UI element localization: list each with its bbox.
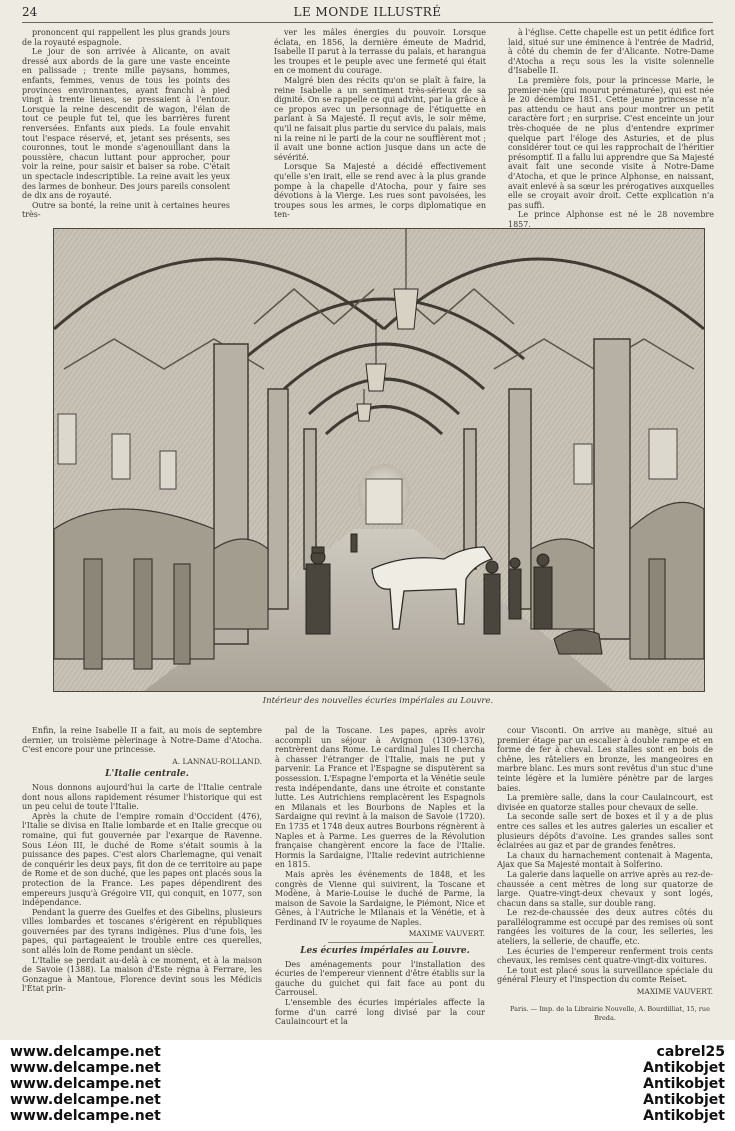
footer-seller-name: Antikobjet	[643, 1108, 725, 1124]
paragraph: La première salle, dans la cour Caulaincourt, est divisée en quatorze stalles pour chevaux de selle.	[497, 793, 713, 812]
paragraph: La galerie dans laquelle on arrive après au rez-de-chaussée a cent mètres de long sur quatorze de large. Quatre-vingt-deux chevaux y sont logés, chacun dans sa stalle, sur double rang.	[497, 869, 713, 908]
paragraph: Après la chute de l'empire romain d'Occident (476), l'Italie se divisa en Italie lombarde et en Italie grecque ou romaine, qui fut gouvernée par l'exarque de Ravenne. Sous Léon III, le duché de Rome s'était soumis à la puissance des papes. C'est alors Charlemagne, qui venait de conquérir les deux pays, fit don de ce territoire au pape de Rome et de son duché, que les papes ont placés sous la protection de la France. Les papes dépendirent des empereurs jusqu'à Grégoire VII, qui conquit, en 1077, son indépendance.	[22, 811, 262, 908]
top-column-2	[274, 28, 486, 218]
paragraph: pal de la Toscane. Les papes, après avoir accompli un séjour à Avignon (1309-1376), rentrèrent dans Rome. Le cardinal Jules II chercha à chasser l'étranger de l'Italie, mais ne put y parvenir. La France et l'Espagne se disputèrent sa possession. L'Espagne l'emporta et la Vénétie seule resta indépendante, dans une étroite et constante lutte. Les Autrichiens remplacèrent les Espagnols en Milanais et les Bourbons de Naples et la Sardaigne qui revint à la maison de Savoie (1720). En 1735 et 1748 deux autres Bourbons régnèrent à Naples et à Parme. Les guerres de la Révolution française changèrent encore la face de l'Italie. Hormis la Sardaigne, l'Italie redevint autrichienne en 1815.	[275, 726, 485, 870]
paragraph: Mais après les événements de 1848, et les congrès de Vienne qui suivirent, la Toscane et Modène, à Marie-Louise le duché de Parme, la maison de Savoie la Sardaigne, le Piémont, Nice et Gênes, à l'Autriche le Milanais et la Vénétie, et à Ferdinand IV le royaume de Naples.	[275, 869, 485, 927]
paragraph: Le jour de son arrivée à Alicante, on avait dressé aux abords de la gare une vaste enceinte en palissade ; trente mille paysans, hommes, enfants, femmes, venus de tous les points des provinces environnantes, ayant franchi à pied vingt à trente lieues, se pressaient à l'entour. Lorsque la reine descendit de wagon, l'élan de tout ce peuple fut tel, que les barrières furent renversées. Enfants aux pieds. La foule envahit tout l'espace réservé, et, jetant ses présents, ses couronnes, tout le monde s'agenouillant dans la poussière, chacun luttant pour approcher, pour voir la reine, pour saisir et baiser sa robe. C'était un spectacle indescriptible. La reine avait les yeux des larmes de bonheur. Des jours pareils consolent de dix ans de royauté.	[22, 47, 230, 201]
paragraph: Outre sa bonté, la reine unit à certaines heures très-	[22, 200, 230, 220]
paragraph: Enfin, la reine Isabelle II a fait, au mois de septembre dernier, un troisième pèlerinage à Notre-Dame d'Atocha. C'est encore pour une princesse.	[22, 726, 262, 755]
paragraph: La chaux du harnachement contenait à Magenta, Ajax que Sa Majesté montait à Solferino.	[497, 850, 713, 870]
footer-seller-name: cabrel25	[656, 1044, 725, 1060]
section-heading: L'Italie centrale.	[105, 769, 189, 780]
paragraph: à l'église. Cette chapelle est un petit édifice fort laid, situé sur une éminence à l'entrée de Madrid, à côté du chemin de fer d'Alicante. Notre-Dame d'Atocha a reçu sous les la visite solennelle d'Isabelle II.	[508, 28, 714, 76]
paragraph: Lorsque Sa Majesté a décidé effectivement qu'elle s'en irait, elle se rend avec à la plus grande pompe à la chapelle d'Atocha, pour y faire ses dévotions à la Vierge. Les rues sont pavoisées, les troupes sous les armes, le corps diplomatique en ten-	[274, 162, 486, 220]
signature: A. LANNAU-ROLLAND.	[172, 756, 262, 766]
paragraph: Le prince Alphonse est né le 28 novembre 1857.	[508, 210, 714, 229]
paragraph: L'Italie se perdait au-delà à ce moment, et à la maison de Savoie (1388). La maison d'Este régna à Ferrare, les Gonzague à Mantoue, Florence devint sous les Médicis l'État prin-	[22, 955, 262, 994]
divider	[328, 942, 433, 943]
footer-site-link[interactable]: www.delcampe.net	[10, 1060, 161, 1076]
paragraph: cour Visconti. On arrive au manège, situé au premier étage par un escalier à double rampe et en forme de fer à cheval. Les stalles sont en bois de chêne, les râteliers en bronze, les mangeoires en marbre blanc. Les murs sont revêtus d'un stuc d'une teinte légère et la lumière pénètre par de larges baies.	[497, 726, 713, 793]
illustration-caption: Intérieur des nouvelles écuries impériales au Louvre.	[262, 696, 494, 706]
journal-title: LE MONDE ILLUSTRÉ	[293, 5, 442, 19]
paragraph: La seconde salle sert de boxes et il y a de plus entre ces salles et les autres galeries un escalier et plusieurs dépôts d'avoine. Les grandes salles sont éclairées au gaz et par de grandes fenêtres.	[497, 812, 713, 851]
page-number: 24	[22, 5, 38, 19]
page-header	[22, 2, 713, 23]
bottom-column-2	[275, 726, 485, 1026]
signature: MAXIME VAUVERT.	[636, 987, 713, 997]
footer-left-links	[10, 1044, 161, 1124]
paragraph: prononcent qui rappellent les plus grands jours de la royauté espagnole.	[22, 28, 230, 47]
paragraph: L'ensemble des écuries impériales affecte la forme d'un carré long divisé par la cour Caulaincourt et la	[275, 998, 485, 1027]
bottom-column-3	[497, 726, 713, 1026]
footer-seller-name: Antikobjet	[643, 1060, 725, 1076]
paragraph: ver les mâles énergies du pouvoir. Lorsque éclata, en 1856, la dernière émeute de Madrid, Isabelle II parut à la terrasse du palais, et harangua les troupes et le peuple avec une fermeté qui était en ce moment du courage.	[274, 28, 486, 76]
footer-right-names	[643, 1044, 725, 1124]
watermark-footer	[0, 1040, 735, 1131]
printer-imprint: Paris. — Imp. de la Librairie Nouvelle, A. Bourdilliat, 15, rue Breda.	[510, 1004, 710, 1023]
paragraph: Pendant la guerre des Guelfes et des Gibelins, plusieurs villes lombardes et toscanes s'érigèrent en républiques gouvernées par des tyrans indigènes. Plus d'une fois, les papes, qui partageaient le trouble entre ces querelles, sont allés loin de Rome pendant un siècle.	[22, 907, 262, 956]
footer-site-link[interactable]: www.delcampe.net	[10, 1044, 161, 1060]
paragraph: Nous donnons aujourd'hui la carte de l'Italie centrale dont nous allons rapidement résumer l'historique qui est un peu celui de toute l'Italie.	[22, 782, 262, 812]
paragraph: Le tout est placé sous la surveillance spéciale du général Fleury et l'inspection du comte Reiset.	[497, 965, 713, 985]
paragraph: Les écuries de l'empereur renferment trois cents chevaux, les remises cent quatre-vingt-dix voitures.	[497, 946, 713, 966]
bottom-column-1	[22, 726, 262, 1026]
paragraph: La première fois, pour la princesse Marie, le premier-née (qui mourut prématurée), qui est née le 20 décembre 1851. Cette jeune princesse n'a pas attendu ce haut ans pour montrer un petit caractère fort ; en surprise. C'est enceinte un jour très-choquée de ne plus d'entendre exprimer quelque part l'éloge des Asturies, et de plus considérer tout ce qui les rapprochait de l'héritier présomptif. Il a fallu lui apprendre que Sa Majesté avait fait une seconde visite à Notre-Dame d'Atocha, et que le prince Alphonse, en naissant, avait enlevé à sa sœur les prérogatives auxquelles elle se croyait avoir droit. Cette explication n'a pas suffi.	[508, 75, 714, 210]
stables-engraving	[53, 228, 705, 692]
paragraph: Malgré bien des récits qu'on se plaît à faire, la reine Isabelle a un sentiment très-sérieux de sa dignité. On se rappelle ce qui advint, par la grâce à ce propos avec un personnage de l'étiquette en parlant à Sa Majesté. Il reçut avis, le soir même, qu'il ne faisait plus partie du service du palais, mais ni la reine ni le parti de la cour ne soufflèrent mot ; il avait une bonne action jusque dans un acte de sévérité.	[274, 75, 486, 162]
top-column-1	[22, 28, 230, 218]
top-column-3	[508, 28, 714, 229]
signature: MAXIME VAUVERT.	[408, 929, 485, 939]
paragraph: Le rez-de-chaussée des deux autres côtés du parallélogramme est occupé par des remises où sont rangées les voitures de la cour, les selleries, les ateliers, la sellerie, de chauffe, etc.	[497, 908, 713, 947]
paragraph: Des aménagements pour l'installation des écuries de l'empereur viennent d'être établis sur la gauche du guichet qui fait face au pont du Carrousel.	[275, 959, 485, 998]
footer-site-link[interactable]: www.delcampe.net	[10, 1108, 161, 1124]
footer-site-link[interactable]: www.delcampe.net	[10, 1076, 161, 1092]
footer-site-link[interactable]: www.delcampe.net	[10, 1092, 161, 1108]
footer-seller-name: Antikobjet	[643, 1076, 725, 1092]
footer-seller-name: Antikobjet	[643, 1092, 725, 1108]
section-heading: Les écuries impériales au Louvre.	[300, 946, 470, 957]
